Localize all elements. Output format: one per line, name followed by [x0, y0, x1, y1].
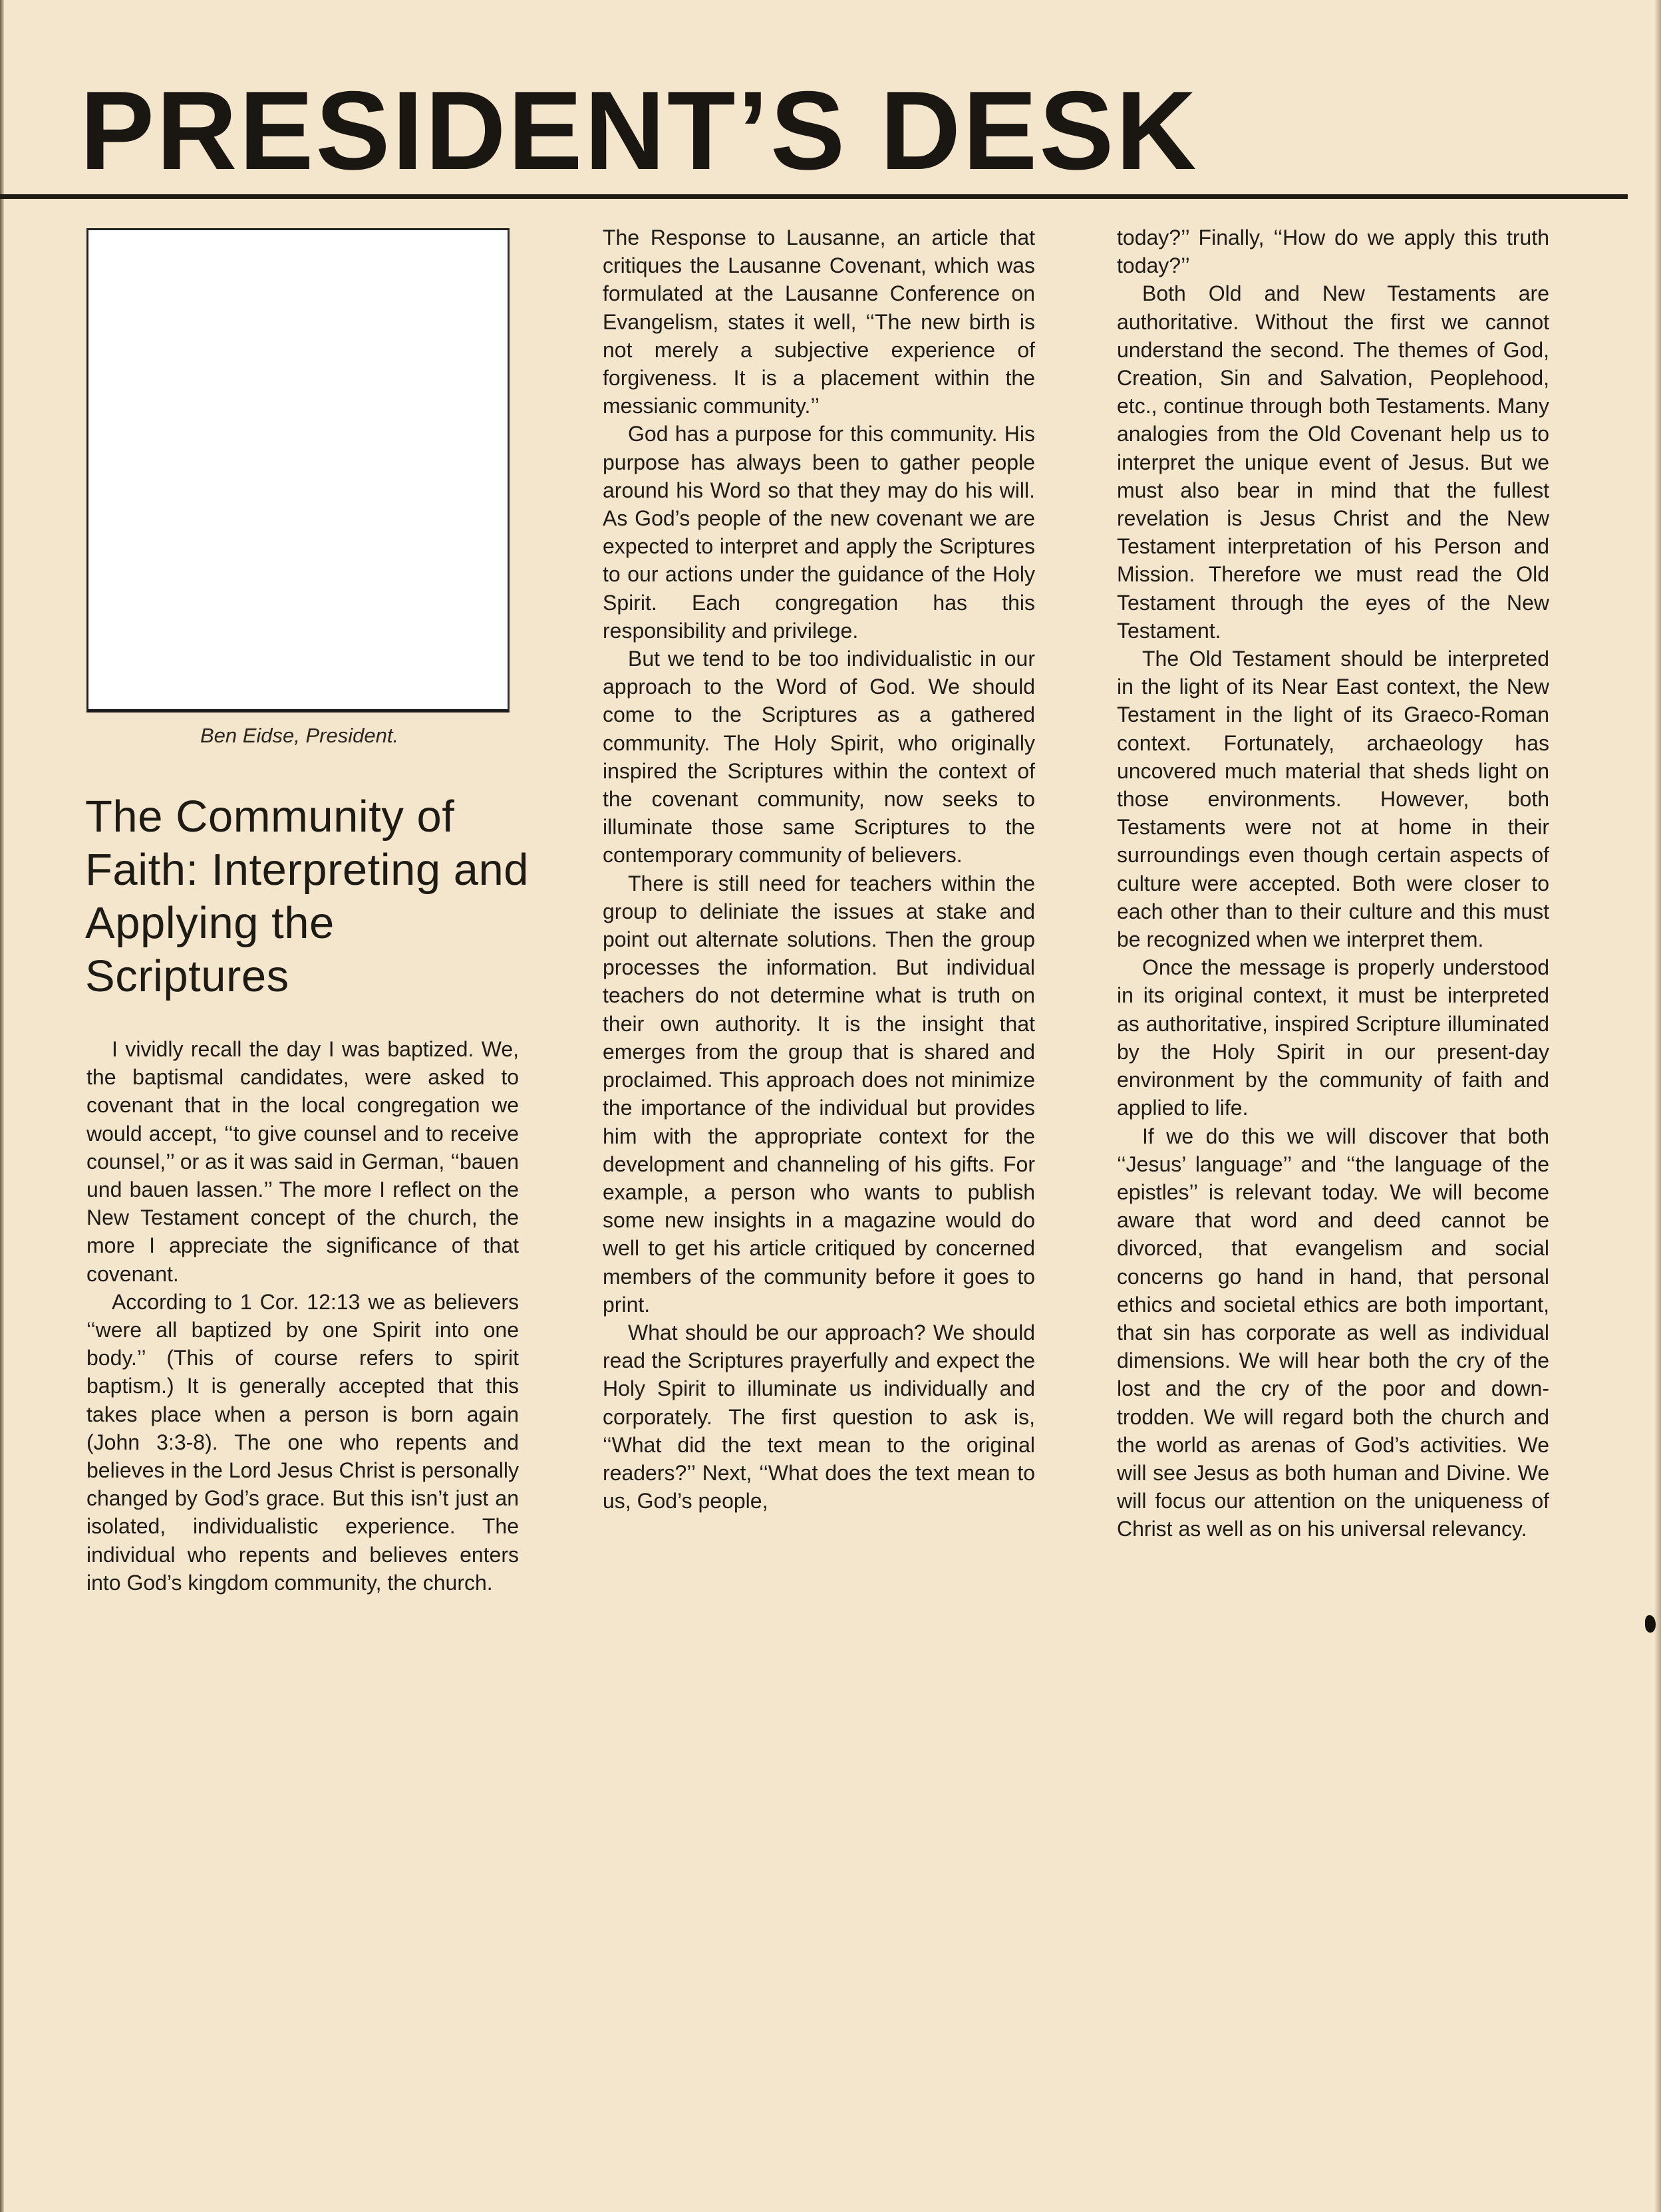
paragraph: Both Old and New Testaments are authoritative. Without the first we cannot understand the second. The themes of God, Creation, Sin and Salvation, Peoplehood, etc., continue through both Testaments. Many analogies from the Old Covenant help us to interpret the unique event of Jesus. But we must also bear in mind that the fullest revelation is Jesus Christ and the New Testament interpretation of his Person and Mission. Therefore we must read the Old Testament through the eyes of the New Testament.	[1117, 281, 1549, 643]
paragraph: God has a purpose for this community. His purpose has always been to gather people around his Word so that they may do his will. As God’s people of the new covenant we are expected to interpret and apply the Scriptures to our actions under the guidance of the Holy Spirit. Each congregation has this responsibility and privilege.	[603, 422, 1035, 643]
text-column-2	[603, 224, 1035, 1515]
page-edge-left	[0, 0, 4, 2212]
paragraph: today?’’ Finally, ‘‘How do we apply this truth today?’’	[1117, 226, 1549, 278]
paragraph: The Response to Lausanne, an article that critiques the Lausanne Covenant, which was formulated at the Lausanne Conference on Evangelism, states it well, ‘‘The new birth is not merely a subjective experience of forgiveness. It is a placement within the messianic community.’’	[603, 226, 1035, 418]
scan-speck	[1645, 1615, 1656, 1633]
text-column-3	[1117, 224, 1549, 1543]
paragraph: But we tend to be too individualistic in our approach to the Word of God. We should come to the Scriptures as a gathered community. The Holy Spirit, who originally inspired the Scriptures within the context of the covenant community, now seeks to illuminate those same Scriptures to the contemporary community of believers.	[603, 647, 1035, 868]
paragraph: What should be our approach? We should read the Scriptures prayerfully and expect the Holy Spirit to illuminate us individually and corporately. The first question to ask is, ‘‘What did the text mean to the original readers?’’ Next, ‘‘What does the text mean to us, God’s people,	[603, 1320, 1035, 1513]
paragraph: If we do this we will discover that both ‘‘Jesus’ language’’ and ‘‘the language of the epistles’’ is relevant today. We will become aware that word and deed cannot be divorced, that evangelism and social concerns go hand in hand, that personal ethics and societal ethics are both important, that sin has corporate as well as individual dimensions. We will hear both the cry of the lost and the cry of the poor and down-trodden. We will regard both the church and the world as arenas of God’s activities. We will see Jesus as both human and Divine. We will focus our attention on the uniqueness of Christ as well as on his universal relevancy.	[1117, 1124, 1549, 1541]
photo-caption: Ben Eidse, President.	[200, 724, 399, 747]
paragraph: According to 1 Cor. 12:13 we as believers ‘‘were all baptized by one Spirit into one body.’’ (This of course refers to spirit baptism.) It is generally accepted that this takes place when a person is born again (John 3:3-8). The one who repents and believes in the Lord Jesus Christ is personally changed by God’s grace. But this isn’t just an isolated, individualistic experience. The individual who repents and believes enters into God’s kingdom community, the church.	[86, 1289, 519, 1595]
section-masthead: PRESIDENT’S DESK	[80, 68, 1199, 193]
article-title: The Community of Faith: Interpreting and Applying the Scriptures	[85, 792, 529, 1001]
page-edge-right	[1654, 0, 1661, 2212]
paragraph: There is still need for teachers within the group to deliniate the issues at stake and point out alternate solutions. Then the group processes the information. But individual teachers do not determine what is truth on their own authority. It is the insight that emerges from the group that is shared and proclaimed. This approach does not minimize the importance of the individual but provides him with the appropriate context for the development and channeling of his gifts. For example, a person who wants to publish some new insights in a magazine would do well to get his article critiqued by concerned members of the community before it goes to print.	[603, 871, 1035, 1317]
text-column-1	[86, 1035, 519, 1597]
paragraph: I vividly recall the day I was baptized. We, the baptismal candidates, were asked to covenant that in the local congregation we would accept, ‘‘to give counsel and to receive counsel,’’ or as it was said in German, ‘‘bauen und bauen lassen.’’ The more I reflect on the New Testament concept of the church, the more I appreciate the significance of that covenant.	[86, 1037, 519, 1286]
paragraph: The Old Testament should be interpreted in the light of its Near East context, the New Testament in the light of its Graeco-Roman context. Fortunately, archaeology has uncovered much material that sheds light on those environments. However, both Testaments were not at home in their surroundings even though certain aspects of culture were accepted. Both were closer to each other than to their culture and this must be recognized when we interpret them.	[1117, 647, 1549, 952]
masthead-rule	[0, 194, 1628, 199]
paragraph: Once the message is properly understood in its original context, it must be interpreted as authoritative, inspired Scripture illuminated by the Holy Spirit in our present-day environment by the community of faith and applied to life.	[1117, 955, 1549, 1120]
author-photo	[86, 228, 510, 712]
